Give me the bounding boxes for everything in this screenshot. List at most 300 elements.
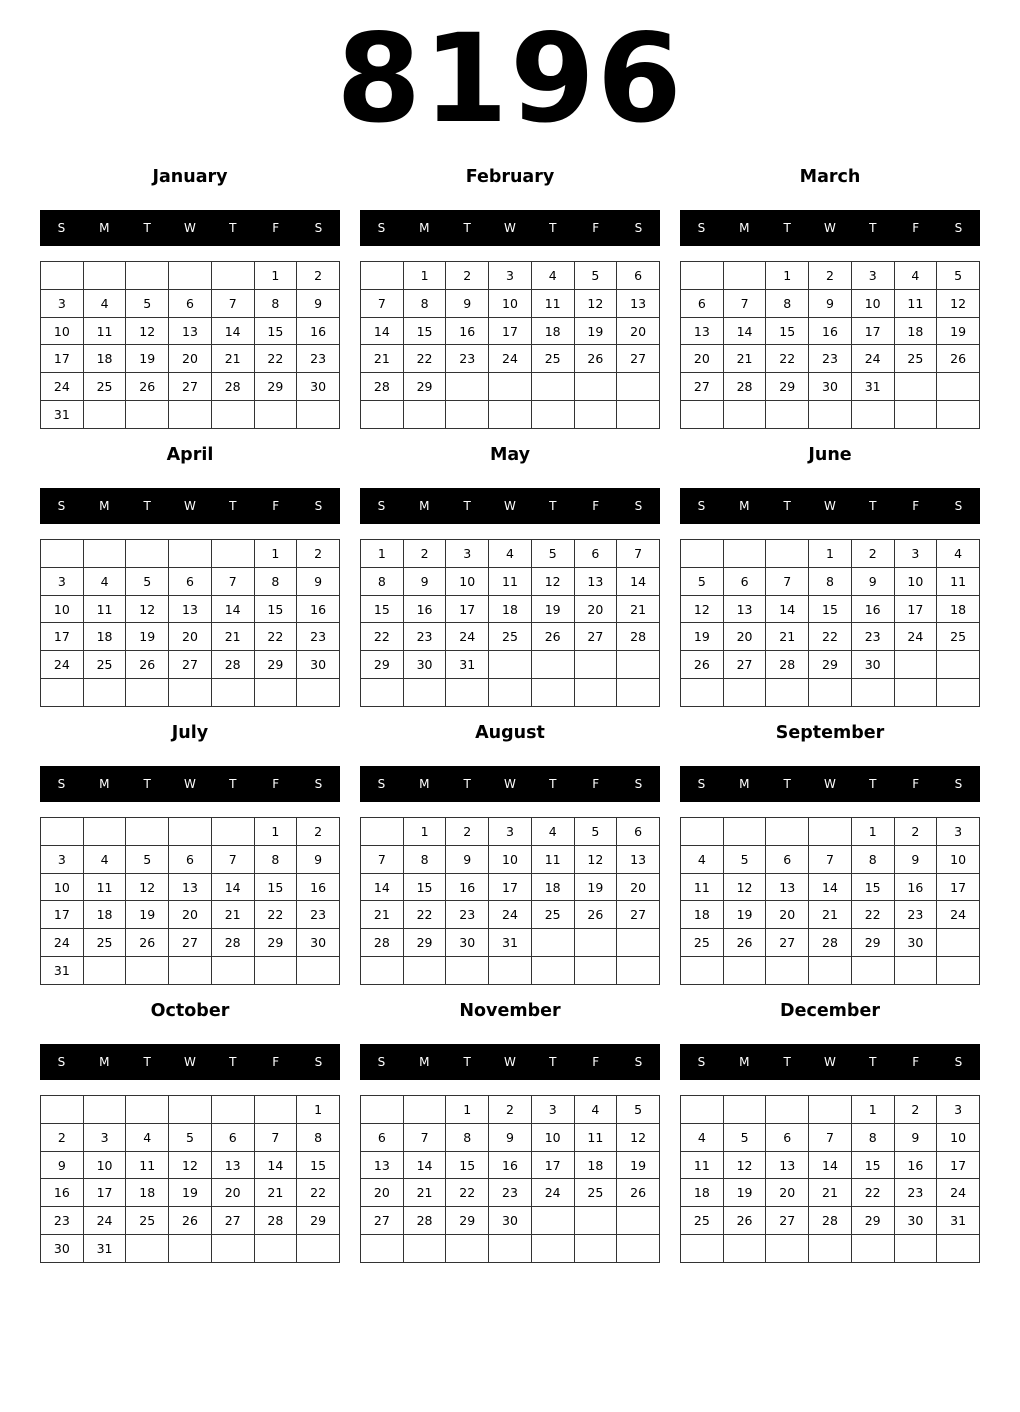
day-cell: 25 <box>126 1207 169 1235</box>
week-row <box>361 873 660 901</box>
day-cell: 27 <box>169 929 212 957</box>
day-cell <box>211 1235 254 1263</box>
day-cell <box>723 818 766 846</box>
day-cell: 10 <box>894 567 937 595</box>
day-cell: 8 <box>297 1123 340 1151</box>
day-cell: 31 <box>41 957 84 985</box>
day-cell: 20 <box>617 317 660 345</box>
day-cell: 18 <box>489 595 532 623</box>
day-cell: 16 <box>489 1151 532 1179</box>
day-cell: 30 <box>894 929 937 957</box>
weekday-label: F <box>272 221 280 235</box>
day-cell: 6 <box>169 567 212 595</box>
day-cell <box>574 1235 617 1263</box>
weekday-label: T <box>549 777 557 791</box>
day-cell <box>531 957 574 985</box>
day-cell: 30 <box>41 1235 84 1263</box>
day-cell: 6 <box>169 845 212 873</box>
week-row <box>681 679 980 707</box>
weekday-label: T <box>783 1055 791 1069</box>
weekday-label: M <box>99 499 110 513</box>
day-cell: 21 <box>403 1179 446 1207</box>
week-row <box>41 373 340 401</box>
day-cell: 11 <box>894 289 937 317</box>
day-cell: 15 <box>809 595 852 623</box>
day-grid <box>680 261 980 429</box>
day-cell <box>403 1096 446 1124</box>
week-row <box>361 595 660 623</box>
day-cell: 19 <box>937 317 980 345</box>
day-cell: 1 <box>766 262 809 290</box>
day-cell: 23 <box>446 345 489 373</box>
day-cell <box>617 929 660 957</box>
week-row <box>41 1096 340 1124</box>
day-cell: 20 <box>169 901 212 929</box>
day-cell <box>361 1096 404 1124</box>
day-cell: 13 <box>169 873 212 901</box>
day-cell: 3 <box>937 1096 980 1124</box>
day-cell: 8 <box>809 567 852 595</box>
day-cell: 24 <box>937 1179 980 1207</box>
day-cell <box>574 651 617 679</box>
day-cell <box>83 262 126 290</box>
day-cell: 3 <box>446 540 489 568</box>
day-cell <box>126 1235 169 1263</box>
day-cell <box>446 1235 489 1263</box>
day-cell: 30 <box>489 1207 532 1235</box>
day-cell <box>361 401 404 429</box>
day-cell: 18 <box>681 1179 724 1207</box>
day-cell: 29 <box>254 651 297 679</box>
day-cell: 28 <box>211 373 254 401</box>
day-cell <box>894 373 937 401</box>
day-cell <box>766 401 809 429</box>
day-cell: 26 <box>126 651 169 679</box>
day-cell: 28 <box>211 651 254 679</box>
day-cell <box>766 957 809 985</box>
week-row <box>41 651 340 679</box>
day-cell: 14 <box>403 1151 446 1179</box>
day-cell: 23 <box>403 623 446 651</box>
day-cell: 10 <box>446 567 489 595</box>
week-row <box>361 845 660 873</box>
weekday-label: S <box>697 1055 706 1069</box>
month-name: June <box>808 445 852 465</box>
day-cell: 12 <box>126 873 169 901</box>
day-cell: 20 <box>211 1179 254 1207</box>
day-cell: 2 <box>446 262 489 290</box>
week-row <box>41 540 340 568</box>
week-row <box>361 679 660 707</box>
day-cell: 31 <box>83 1235 126 1263</box>
weekday-label: W <box>504 777 516 791</box>
month-name: April <box>166 445 214 465</box>
day-cell: 15 <box>403 873 446 901</box>
week-row <box>361 651 660 679</box>
day-cell: 13 <box>361 1151 404 1179</box>
day-cell: 2 <box>809 262 852 290</box>
weekday-label: T <box>463 221 471 235</box>
weekday-label: T <box>143 777 151 791</box>
day-cell: 18 <box>574 1151 617 1179</box>
day-cell: 21 <box>211 345 254 373</box>
day-cell: 29 <box>766 373 809 401</box>
day-cell: 25 <box>574 1179 617 1207</box>
year-title: 8196 <box>336 8 684 150</box>
weekday-label: S <box>634 1055 643 1069</box>
day-cell: 8 <box>254 567 297 595</box>
week-row <box>681 1123 980 1151</box>
day-cell: 15 <box>254 873 297 901</box>
day-cell: 7 <box>211 289 254 317</box>
week-row <box>361 929 660 957</box>
day-cell: 16 <box>809 317 852 345</box>
day-cell: 28 <box>617 623 660 651</box>
day-cell: 10 <box>41 873 84 901</box>
weekday-label: S <box>314 777 323 791</box>
day-cell: 13 <box>574 567 617 595</box>
week-row <box>681 845 980 873</box>
day-cell: 5 <box>169 1123 212 1151</box>
day-cell: 24 <box>489 901 532 929</box>
week-row <box>361 567 660 595</box>
day-cell <box>681 262 724 290</box>
weekday-label: T <box>143 499 151 513</box>
weekday-header <box>360 488 660 524</box>
day-cell <box>403 401 446 429</box>
weekday-label: M <box>739 777 750 791</box>
week-row <box>41 873 340 901</box>
weekday-header <box>680 210 980 246</box>
day-cell: 22 <box>403 901 446 929</box>
day-cell: 30 <box>809 373 852 401</box>
day-cell <box>531 651 574 679</box>
day-grid <box>40 539 340 707</box>
month-name: February <box>465 167 555 187</box>
day-cell: 29 <box>254 929 297 957</box>
day-cell: 20 <box>766 1179 809 1207</box>
day-cell <box>681 818 724 846</box>
day-cell: 7 <box>254 1123 297 1151</box>
day-cell: 11 <box>531 845 574 873</box>
day-cell: 11 <box>937 567 980 595</box>
week-row <box>681 595 980 623</box>
day-cell: 18 <box>83 345 126 373</box>
day-cell: 25 <box>489 623 532 651</box>
day-cell: 17 <box>83 1179 126 1207</box>
day-cell: 28 <box>723 373 766 401</box>
day-cell: 30 <box>297 651 340 679</box>
day-cell: 10 <box>41 317 84 345</box>
day-cell <box>617 679 660 707</box>
day-cell <box>126 540 169 568</box>
weekday-label: S <box>314 221 323 235</box>
day-cell <box>489 679 532 707</box>
day-cell: 12 <box>574 845 617 873</box>
weekday-label: M <box>739 499 750 513</box>
week-row <box>681 957 980 985</box>
day-cell: 21 <box>723 345 766 373</box>
day-grid <box>40 817 340 985</box>
day-cell: 1 <box>851 1096 894 1124</box>
day-cell <box>361 818 404 846</box>
week-row <box>681 651 980 679</box>
day-cell <box>489 373 532 401</box>
day-cell <box>723 262 766 290</box>
weekday-label: W <box>824 499 836 513</box>
day-cell: 10 <box>41 595 84 623</box>
day-cell: 7 <box>723 289 766 317</box>
day-cell <box>254 1235 297 1263</box>
week-row <box>681 1151 980 1179</box>
day-cell: 3 <box>531 1096 574 1124</box>
day-cell: 2 <box>446 818 489 846</box>
day-cell: 18 <box>531 317 574 345</box>
day-cell <box>809 957 852 985</box>
day-cell: 23 <box>297 901 340 929</box>
day-cell <box>937 373 980 401</box>
day-cell <box>851 1235 894 1263</box>
day-cell <box>531 679 574 707</box>
day-cell <box>126 679 169 707</box>
day-cell <box>766 818 809 846</box>
day-cell: 31 <box>937 1207 980 1235</box>
week-row <box>361 957 660 985</box>
weekday-label: W <box>184 221 196 235</box>
day-cell: 23 <box>894 901 937 929</box>
day-cell <box>169 540 212 568</box>
month-name: July <box>171 723 209 743</box>
day-cell <box>894 679 937 707</box>
weekday-label: S <box>634 777 643 791</box>
day-cell <box>126 957 169 985</box>
weekday-label: T <box>143 221 151 235</box>
day-cell: 22 <box>851 1179 894 1207</box>
day-cell: 2 <box>489 1096 532 1124</box>
day-cell <box>809 818 852 846</box>
weekday-header <box>360 210 660 246</box>
day-cell: 7 <box>617 540 660 568</box>
week-row <box>681 401 980 429</box>
day-cell: 19 <box>126 345 169 373</box>
week-row <box>361 262 660 290</box>
day-cell: 27 <box>617 901 660 929</box>
weekday-label: T <box>783 777 791 791</box>
day-cell: 17 <box>489 317 532 345</box>
day-cell: 29 <box>851 1207 894 1235</box>
day-cell <box>211 957 254 985</box>
weekday-label: W <box>824 777 836 791</box>
day-cell: 26 <box>574 345 617 373</box>
weekday-label: T <box>229 221 237 235</box>
day-cell: 18 <box>894 317 937 345</box>
week-row <box>681 901 980 929</box>
day-cell <box>937 401 980 429</box>
day-cell: 15 <box>403 317 446 345</box>
day-cell: 29 <box>446 1207 489 1235</box>
day-cell: 8 <box>403 289 446 317</box>
day-cell <box>894 401 937 429</box>
day-cell <box>681 401 724 429</box>
day-cell: 17 <box>937 873 980 901</box>
day-cell: 2 <box>851 540 894 568</box>
week-row <box>41 595 340 623</box>
day-cell: 16 <box>851 595 894 623</box>
day-cell: 29 <box>403 929 446 957</box>
day-cell: 12 <box>723 873 766 901</box>
day-cell <box>41 540 84 568</box>
week-row <box>361 1235 660 1263</box>
day-cell: 16 <box>894 1151 937 1179</box>
day-cell <box>681 1235 724 1263</box>
day-cell <box>894 1235 937 1263</box>
day-cell <box>937 1235 980 1263</box>
day-cell: 15 <box>254 595 297 623</box>
day-cell: 9 <box>403 567 446 595</box>
day-cell: 21 <box>766 623 809 651</box>
day-cell: 1 <box>446 1096 489 1124</box>
day-cell: 25 <box>83 651 126 679</box>
day-cell: 14 <box>766 595 809 623</box>
day-cell: 19 <box>531 595 574 623</box>
day-cell: 4 <box>83 567 126 595</box>
day-cell: 26 <box>126 929 169 957</box>
day-cell <box>809 679 852 707</box>
day-cell: 28 <box>403 1207 446 1235</box>
weekday-label: F <box>592 499 600 513</box>
weekday-label: M <box>419 777 430 791</box>
day-cell: 15 <box>361 595 404 623</box>
week-row <box>681 1096 980 1124</box>
day-cell: 19 <box>681 623 724 651</box>
day-cell <box>297 957 340 985</box>
day-cell: 10 <box>531 1123 574 1151</box>
weekday-label: T <box>463 499 471 513</box>
day-cell: 19 <box>574 317 617 345</box>
week-row <box>681 623 980 651</box>
day-cell <box>681 957 724 985</box>
day-cell: 12 <box>681 595 724 623</box>
weekday-label: T <box>229 777 237 791</box>
day-cell: 4 <box>83 845 126 873</box>
day-cell: 9 <box>297 845 340 873</box>
day-cell: 25 <box>937 623 980 651</box>
day-cell: 22 <box>851 901 894 929</box>
day-cell: 4 <box>531 262 574 290</box>
day-cell <box>617 651 660 679</box>
day-cell: 5 <box>574 818 617 846</box>
day-cell: 20 <box>723 623 766 651</box>
day-cell: 17 <box>41 901 84 929</box>
day-cell: 18 <box>937 595 980 623</box>
day-cell: 5 <box>531 540 574 568</box>
day-cell <box>937 651 980 679</box>
day-cell: 31 <box>446 651 489 679</box>
weekday-label: S <box>57 499 66 513</box>
day-cell: 16 <box>297 595 340 623</box>
month-name: December <box>780 1001 880 1021</box>
day-grid <box>360 1095 660 1263</box>
day-cell: 17 <box>937 1151 980 1179</box>
day-cell: 22 <box>446 1179 489 1207</box>
day-cell <box>254 957 297 985</box>
day-cell: 3 <box>41 845 84 873</box>
day-cell <box>83 957 126 985</box>
day-cell: 20 <box>361 1179 404 1207</box>
day-cell: 1 <box>851 818 894 846</box>
day-cell <box>211 818 254 846</box>
day-cell: 11 <box>126 1151 169 1179</box>
day-cell: 9 <box>851 567 894 595</box>
day-cell: 13 <box>169 317 212 345</box>
day-cell <box>83 540 126 568</box>
weekday-header <box>40 1044 340 1080</box>
day-cell <box>531 1235 574 1263</box>
day-cell: 20 <box>169 623 212 651</box>
month-name: August <box>475 723 545 743</box>
week-row <box>361 289 660 317</box>
week-row <box>681 1235 980 1263</box>
day-cell: 26 <box>531 623 574 651</box>
week-row <box>681 540 980 568</box>
day-cell: 1 <box>297 1096 340 1124</box>
day-cell <box>297 679 340 707</box>
weekday-label: T <box>549 221 557 235</box>
week-row <box>681 345 980 373</box>
week-row <box>361 401 660 429</box>
day-grid <box>360 539 660 707</box>
day-cell: 9 <box>297 567 340 595</box>
day-cell: 16 <box>297 317 340 345</box>
day-cell: 8 <box>766 289 809 317</box>
weekday-label: M <box>739 221 750 235</box>
day-cell: 20 <box>574 595 617 623</box>
day-cell <box>851 957 894 985</box>
day-cell: 9 <box>41 1151 84 1179</box>
day-cell: 11 <box>531 289 574 317</box>
day-cell: 21 <box>361 901 404 929</box>
day-cell <box>574 401 617 429</box>
week-row <box>361 623 660 651</box>
day-cell: 19 <box>723 1179 766 1207</box>
day-cell: 23 <box>809 345 852 373</box>
weekday-label: W <box>504 499 516 513</box>
day-cell: 21 <box>254 1179 297 1207</box>
day-cell <box>211 262 254 290</box>
day-cell <box>41 262 84 290</box>
day-cell <box>894 957 937 985</box>
day-cell: 19 <box>617 1151 660 1179</box>
day-grid <box>360 261 660 429</box>
day-cell <box>574 957 617 985</box>
week-row <box>41 818 340 846</box>
day-cell: 23 <box>894 1179 937 1207</box>
weekday-label: F <box>912 1055 920 1069</box>
week-row <box>41 1151 340 1179</box>
day-cell <box>766 1096 809 1124</box>
weekday-label: T <box>229 1055 237 1069</box>
day-cell <box>403 679 446 707</box>
weekday-label: S <box>314 499 323 513</box>
day-cell: 6 <box>681 289 724 317</box>
week-row <box>361 345 660 373</box>
day-cell: 2 <box>297 540 340 568</box>
day-cell: 19 <box>723 901 766 929</box>
weekday-header <box>40 488 340 524</box>
day-cell <box>83 1096 126 1124</box>
day-cell: 1 <box>254 540 297 568</box>
day-cell: 23 <box>297 345 340 373</box>
